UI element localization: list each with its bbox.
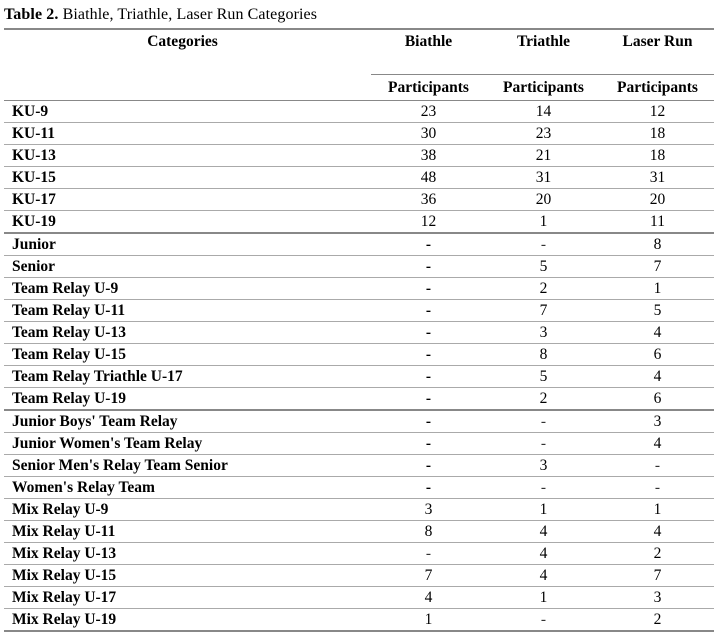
- row-biathle: 23: [371, 101, 486, 123]
- row-category: Team Relay U-9: [4, 278, 371, 300]
- row-category: KU-13: [4, 145, 371, 167]
- row-triathle: 2: [486, 278, 601, 300]
- subheader-triathle-participants: Participants: [486, 75, 601, 101]
- row-category: KU-17: [4, 189, 371, 211]
- row-category: Team Relay Triathle U-17: [4, 366, 371, 388]
- table-row: [4, 167, 714, 189]
- table-row: [4, 211, 714, 234]
- subheader-laser-participants: Participants: [601, 75, 714, 101]
- row-category: KU-9: [4, 101, 371, 123]
- row-laser-run: 2: [601, 609, 714, 632]
- row-laser-run: 4: [601, 322, 714, 344]
- row-triathle: 4: [486, 521, 601, 543]
- row-triathle: -: [486, 233, 601, 256]
- row-category: Team Relay U-13: [4, 322, 371, 344]
- header-triathle: Triathle: [486, 29, 601, 75]
- row-laser-run: 3: [601, 587, 714, 609]
- row-biathle: 4: [371, 587, 486, 609]
- row-category: Senior: [4, 256, 371, 278]
- row-laser-run: 4: [601, 366, 714, 388]
- row-biathle: -: [371, 233, 486, 256]
- table-row: [4, 609, 714, 632]
- table-caption: [4, 6, 317, 24]
- table-row: [4, 344, 714, 366]
- row-triathle: 23: [486, 123, 601, 145]
- table-row: [4, 587, 714, 609]
- table-row: [4, 145, 714, 167]
- header-biathle: Biathle: [371, 29, 486, 75]
- row-category: Senior Men's Relay Team Senior: [4, 455, 371, 477]
- row-laser-run: 1: [601, 278, 714, 300]
- categories-table: [4, 28, 714, 632]
- row-biathle: 8: [371, 521, 486, 543]
- row-biathle: 12: [371, 211, 486, 234]
- row-category: Team Relay U-19: [4, 388, 371, 411]
- row-biathle: -: [371, 388, 486, 411]
- row-triathle: 1: [486, 587, 601, 609]
- row-triathle: 31: [486, 167, 601, 189]
- table-row: [4, 278, 714, 300]
- row-triathle: -: [486, 477, 601, 499]
- row-biathle: 36: [371, 189, 486, 211]
- row-triathle: 3: [486, 322, 601, 344]
- row-triathle: 1: [486, 211, 601, 234]
- subheader-biathle-participants: Participants: [371, 75, 486, 101]
- row-laser-run: 18: [601, 123, 714, 145]
- row-category: Women's Relay Team: [4, 477, 371, 499]
- row-biathle: -: [371, 300, 486, 322]
- row-biathle: -: [371, 256, 486, 278]
- row-laser-run: 4: [601, 433, 714, 455]
- row-laser-run: 11: [601, 211, 714, 234]
- subheader-row: [4, 75, 714, 101]
- row-laser-run: 4: [601, 521, 714, 543]
- table-row: [4, 233, 714, 256]
- row-category: Mix Relay U-9: [4, 499, 371, 521]
- row-laser-run: 6: [601, 344, 714, 366]
- table-number: Table 2.: [4, 6, 59, 23]
- row-category: Mix Relay U-11: [4, 521, 371, 543]
- row-category: Mix Relay U-17: [4, 587, 371, 609]
- row-triathle: 2: [486, 388, 601, 411]
- row-laser-run: 3: [601, 410, 714, 433]
- row-category: Mix Relay U-15: [4, 565, 371, 587]
- row-laser-run: 7: [601, 256, 714, 278]
- row-biathle: 1: [371, 609, 486, 632]
- table-row: [4, 300, 714, 322]
- table-row: [4, 521, 714, 543]
- row-biathle: 7: [371, 565, 486, 587]
- table-row: [4, 477, 714, 499]
- row-triathle: 7: [486, 300, 601, 322]
- row-triathle: -: [486, 410, 601, 433]
- row-laser-run: 5: [601, 300, 714, 322]
- table-row: [4, 189, 714, 211]
- table-row: [4, 123, 714, 145]
- row-triathle: 4: [486, 543, 601, 565]
- table-row: [4, 388, 714, 411]
- row-category: Junior: [4, 233, 371, 256]
- row-biathle: -: [371, 278, 486, 300]
- row-laser-run: 1: [601, 499, 714, 521]
- row-biathle: -: [371, 410, 486, 433]
- row-biathle: -: [371, 344, 486, 366]
- row-biathle: -: [371, 433, 486, 455]
- row-laser-run: 2: [601, 543, 714, 565]
- table-row: [4, 455, 714, 477]
- row-biathle: -: [371, 322, 486, 344]
- row-biathle: -: [371, 543, 486, 565]
- table-row: [4, 499, 714, 521]
- row-category: Junior Women's Team Relay: [4, 433, 371, 455]
- table-row: [4, 543, 714, 565]
- row-laser-run: 20: [601, 189, 714, 211]
- row-laser-run: 8: [601, 233, 714, 256]
- row-laser-run: 31: [601, 167, 714, 189]
- row-category: KU-15: [4, 167, 371, 189]
- header-laser-run: Laser Run: [601, 29, 714, 75]
- header-categories: Categories: [4, 29, 371, 75]
- row-triathle: 1: [486, 499, 601, 521]
- row-category: Team Relay U-11: [4, 300, 371, 322]
- table-row: [4, 433, 714, 455]
- row-biathle: -: [371, 366, 486, 388]
- row-triathle: 20: [486, 189, 601, 211]
- row-triathle: -: [486, 609, 601, 632]
- row-laser-run: -: [601, 477, 714, 499]
- row-triathle: 21: [486, 145, 601, 167]
- row-category: Junior Boys' Team Relay: [4, 410, 371, 433]
- row-category: KU-11: [4, 123, 371, 145]
- row-laser-run: 18: [601, 145, 714, 167]
- row-category: KU-19: [4, 211, 371, 234]
- row-triathle: 5: [486, 256, 601, 278]
- row-triathle: 3: [486, 455, 601, 477]
- row-biathle: 30: [371, 123, 486, 145]
- table-title: Biathle, Triathle, Laser Run Categories: [62, 6, 318, 23]
- table-row: [4, 101, 714, 123]
- table-body: [4, 101, 714, 632]
- row-laser-run: -: [601, 455, 714, 477]
- table-row: [4, 256, 714, 278]
- row-category: Team Relay U-15: [4, 344, 371, 366]
- table-row: [4, 565, 714, 587]
- header-row: [4, 29, 714, 75]
- row-triathle: 4: [486, 565, 601, 587]
- row-laser-run: 6: [601, 388, 714, 411]
- row-category: Mix Relay U-13: [4, 543, 371, 565]
- table-row: [4, 410, 714, 433]
- row-laser-run: 7: [601, 565, 714, 587]
- table-row: [4, 366, 714, 388]
- row-category: Mix Relay U-19: [4, 609, 371, 632]
- row-biathle: -: [371, 477, 486, 499]
- table-row: [4, 322, 714, 344]
- row-biathle: 38: [371, 145, 486, 167]
- row-laser-run: 12: [601, 101, 714, 123]
- row-biathle: -: [371, 455, 486, 477]
- row-triathle: 5: [486, 366, 601, 388]
- row-triathle: 14: [486, 101, 601, 123]
- row-triathle: 8: [486, 344, 601, 366]
- row-triathle: -: [486, 433, 601, 455]
- row-biathle: 3: [371, 499, 486, 521]
- row-biathle: 48: [371, 167, 486, 189]
